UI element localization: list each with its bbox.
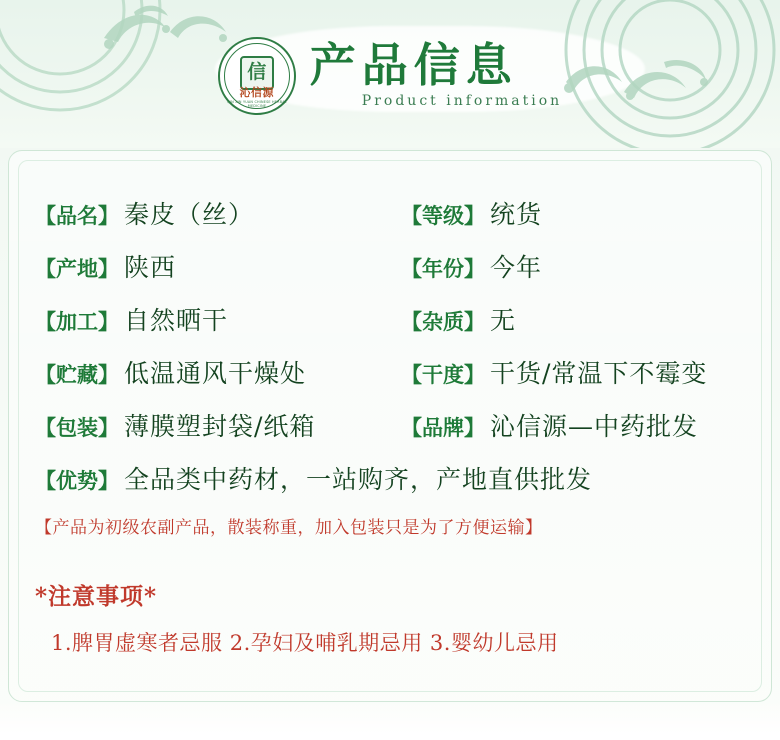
spec-item-impurity	[401, 301, 516, 337]
spec-item-name	[35, 195, 401, 231]
spec-item-brand	[401, 407, 698, 443]
spec-value: 无	[490, 306, 517, 335]
page-title: 产品信息	[309, 37, 518, 92]
spec-row	[35, 354, 751, 390]
warning-title: *注意事项*	[35, 583, 158, 610]
spec-row-advantage	[35, 460, 751, 496]
spec-row	[35, 248, 751, 284]
spec-label: 【品牌】	[401, 415, 485, 440]
spec-label: 【产地】	[35, 256, 119, 281]
spec-item-advantage	[35, 460, 592, 496]
product-note: 【产品为初级农副产品，散装称重，加入包装只是为了方便运输】	[35, 518, 543, 538]
info-card	[8, 150, 772, 702]
spec-item-packaging	[35, 407, 401, 443]
spec-label: 【杂质】	[401, 309, 485, 334]
spec-label: 【加工】	[35, 309, 119, 334]
spec-row	[35, 407, 751, 443]
spec-label: 【等级】	[401, 203, 485, 228]
spec-value: 干货/常温下不霉变	[490, 359, 708, 388]
spec-list	[35, 195, 751, 657]
logo-brand-name: 沁信源	[239, 86, 275, 99]
spec-label: 【优势】	[35, 468, 119, 493]
spec-item-processing	[35, 301, 401, 337]
spec-item-origin	[35, 248, 401, 284]
spec-label: 【贮藏】	[35, 362, 119, 387]
page-header	[0, 0, 780, 148]
spec-label: 【干度】	[401, 362, 485, 387]
footer-fade	[0, 700, 780, 740]
spec-label: 【品名】	[35, 203, 119, 228]
spec-value: 秦皮（丝）	[124, 200, 255, 229]
spec-label: 【包装】	[35, 415, 119, 440]
spec-row	[35, 195, 751, 231]
spec-label: 【年份】	[401, 256, 485, 281]
spec-value: 全品类中药材，一站购齐，产地直供批发	[124, 465, 593, 494]
spec-value: 自然晒干	[124, 306, 229, 335]
brand-logo	[218, 37, 296, 115]
spec-row	[35, 301, 751, 337]
spec-value: 低温通风干燥处	[124, 359, 307, 388]
page-title-english: Product information	[361, 93, 563, 110]
spec-value: 沁信源—中药批发	[490, 412, 699, 441]
spec-item-dryness	[401, 354, 707, 390]
logo-brand-subtitle: QIN XIN YUAN CHINESE HERBAL MEDICINE	[226, 100, 287, 108]
title-block	[309, 37, 563, 110]
spec-item-grade	[401, 195, 542, 231]
spec-value: 今年	[490, 253, 543, 282]
spec-value: 统货	[490, 200, 543, 229]
spec-value: 薄膜塑封袋/纸箱	[124, 412, 316, 441]
logo-seal-character: 信	[240, 56, 274, 90]
spec-item-year	[401, 248, 542, 284]
header-content	[0, 0, 780, 148]
spec-item-storage	[35, 354, 401, 390]
warning-items: 1.脾胃虚寒者忌服 2.孕妇及哺乳期忌用 3.婴幼儿忌用	[51, 631, 559, 655]
spec-value: 陕西	[124, 253, 177, 282]
